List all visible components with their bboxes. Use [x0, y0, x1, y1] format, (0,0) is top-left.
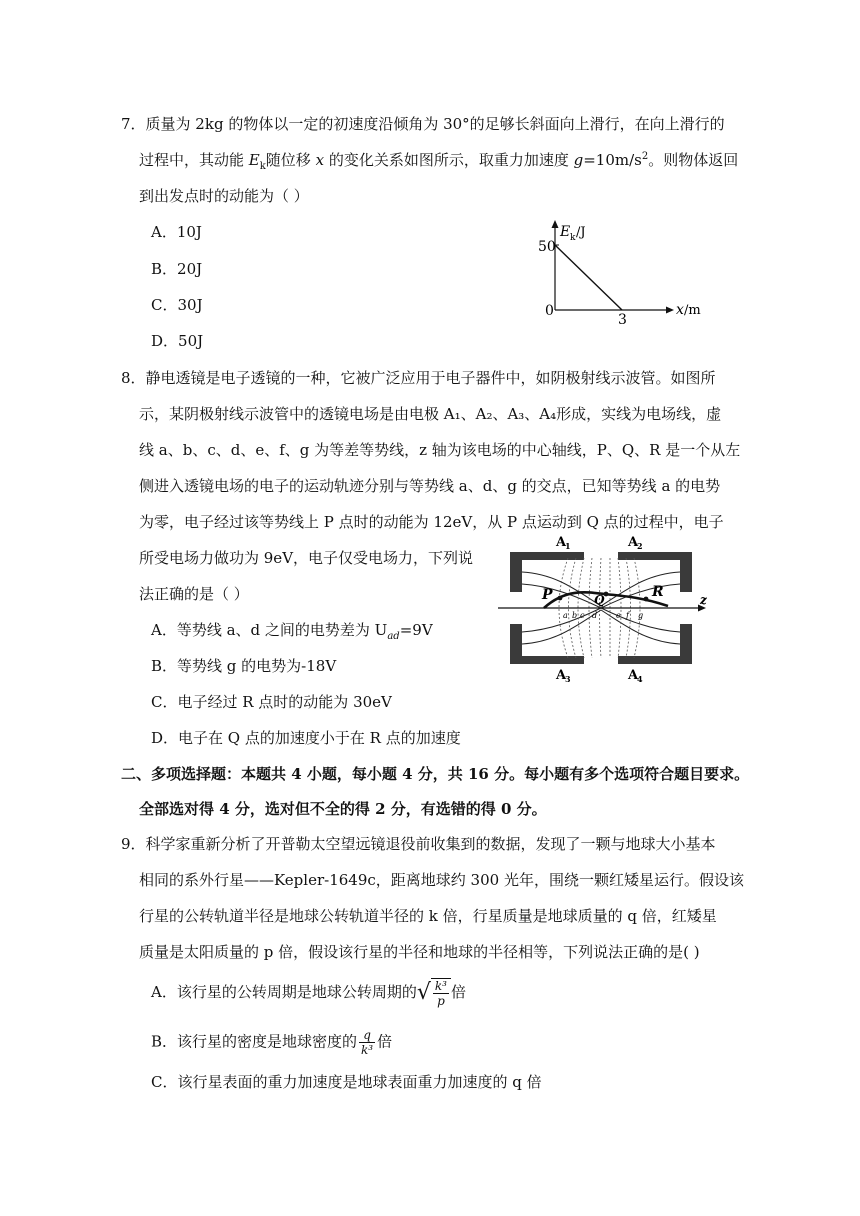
graph-x-tick: 3 [618, 312, 627, 328]
graph-x-arrow [666, 307, 674, 314]
q8-option-a: A．等势线 a、d 之间的电势差为 $U_{ad}=9V$ [151, 621, 433, 642]
q7-line-2: 过程中，其动能 $E_k$随位移 x 的变化关系如图所示，取重力加速度 $g=10m/s^2$。则物体返回 [139, 151, 739, 172]
label-a1-sub: 1 [565, 541, 571, 551]
q7-line-3: 到出发点时的动能为（ ） [139, 187, 309, 205]
q9-line-2: 相同的系外行星——Kepler-1649c，距离地球约 300 光年，围绕一颗红矮星运行。假设该 [139, 871, 744, 889]
label-a2: A [628, 535, 639, 550]
section2-line-2: 全部选对得 4 分，选对但不全的得 2 分，有选错的得 0 分。 [139, 800, 547, 818]
electrode-a1 [510, 552, 584, 592]
point-r [644, 597, 649, 602]
equipotential-marks [563, 611, 643, 620]
electrode-a4 [618, 624, 692, 664]
label-a3-sub: 3 [565, 674, 571, 682]
point-p [558, 596, 563, 601]
q8-line-1: 8．静电透镜是电子透镜的一种，它被广泛应用于电子器件中，如阴极射线示波管。如图所 [121, 369, 716, 387]
svg-text:b: b [572, 611, 578, 620]
label-p: P [542, 587, 553, 603]
graph-y-sub: k [570, 233, 576, 243]
q9-option-b: B．该行星的密度是地球密度的 $\frac{q}{\text{k³}}$ 倍 [151, 1028, 393, 1057]
graph-y-tick: 50 [538, 239, 556, 255]
graph-ek-line [555, 245, 622, 310]
svg-text:e: e [616, 611, 621, 620]
q7-option-b: B．20J [151, 260, 203, 278]
q7-ek-graph [530, 218, 710, 328]
q8-option-b: B．等势线 g 的电势为-18V [151, 657, 337, 675]
q9-line-1: 9．科学家重新分析了开普勒太空望远镜退役前收集到的数据，发现了一颗与地球大小基本 [121, 835, 716, 853]
svg-text:d: d [592, 611, 598, 620]
graph-y-arrow [552, 220, 559, 228]
fraction-k3-over-p: $\frac{\text{k³}}{p}$ [434, 979, 447, 1008]
q9-option-c: C．该行星表面的重力加速度是地球表面重力加速度的 q 倍 [151, 1073, 542, 1091]
label-z: z [700, 593, 707, 607]
label-a2-sub: 2 [637, 541, 643, 551]
q7-option-a: A．10J [151, 223, 202, 241]
label-a4: A [628, 668, 639, 682]
section2-line-1: 二、多项选择题：本题共 4 小题，每小题 4 分，共 16 分。每小题有多个选项符合题目要求。 [121, 765, 750, 783]
graph-y-unit: /J [576, 225, 586, 240]
q7-option-d: D．50J [151, 332, 204, 350]
graph-x-unit: /m [684, 303, 701, 318]
label-a3: A [556, 668, 567, 682]
q7-option-c: C．30J [151, 296, 203, 314]
graph-y-label: E [560, 224, 571, 240]
svg-text:c: c [580, 611, 585, 620]
q9-line-4: 质量是太阳质量的 p 倍，假设该行星的半径和地球的半径相等，下列说法正确的是( ) [139, 943, 700, 961]
q8-line-6: 所受电场力做功为 9eV，电子仅受电场力，下列说 [139, 549, 474, 567]
svg-text:f: f [626, 611, 629, 620]
label-a1: A [556, 535, 567, 550]
label-a4-sub: 4 [637, 674, 643, 682]
q9-option-a: A．该行星的公转周期是地球公转周期的√ $\frac{\text{k³}}{p}$ 倍 [151, 979, 466, 1008]
q8-option-d: D．电子在 Q 点的加速度小于在 R 点的加速度 [151, 729, 461, 747]
q8-line-4: 侧进入透镜电场的电子的运动轨迹分别与等势线 a、d、g 的交点，已知等势线 a 的电势 [139, 477, 721, 495]
electrode-a3 [510, 624, 584, 664]
q8-option-c: C．电子经过 R 点时的动能为 30eV [151, 693, 392, 711]
label-r: R [652, 584, 664, 600]
svg-text:g: g [638, 611, 644, 620]
sqrt-sign-icon: √ [416, 980, 431, 1005]
q8-line-5: 为零，电子经过该等势线上 P 点时的动能为 12eV，从 P 点运动到 Q 点的过程中，电子 [139, 513, 724, 531]
q8-lens-figure [496, 532, 721, 682]
q8-line-2: 示，某阴极射线示波管中的透镜电场是由电极 A₁、A₂、A₃、A₄形成，实线为电场线，虚 [139, 405, 722, 423]
graph-x-label: x [676, 302, 684, 318]
q7-line-1: 7．质量为 2kg 的物体以一定的初速度沿倾角为 30°的足够长斜面向上滑行，在向上滑行的 [121, 115, 725, 133]
graph-origin: 0 [545, 303, 554, 319]
q8-line-7: 法正确的是（ ） [139, 585, 249, 603]
fraction-q-over-k3: $\frac{q}{\text{k³}}$ [361, 1028, 374, 1057]
q8-line-3: 线 a、b、c、d、e、f、g 为等差等势线，z 轴为该电场的中心轴线，P、Q、R 是一个从左 [139, 441, 741, 459]
label-q: Q [594, 593, 605, 607]
q9-line-3: 行星的公转轨道半径是地球公转轨道半径的 k 倍，行星质量是地球质量的 q 倍，红矮星 [139, 907, 717, 925]
svg-text:a: a [563, 611, 568, 620]
